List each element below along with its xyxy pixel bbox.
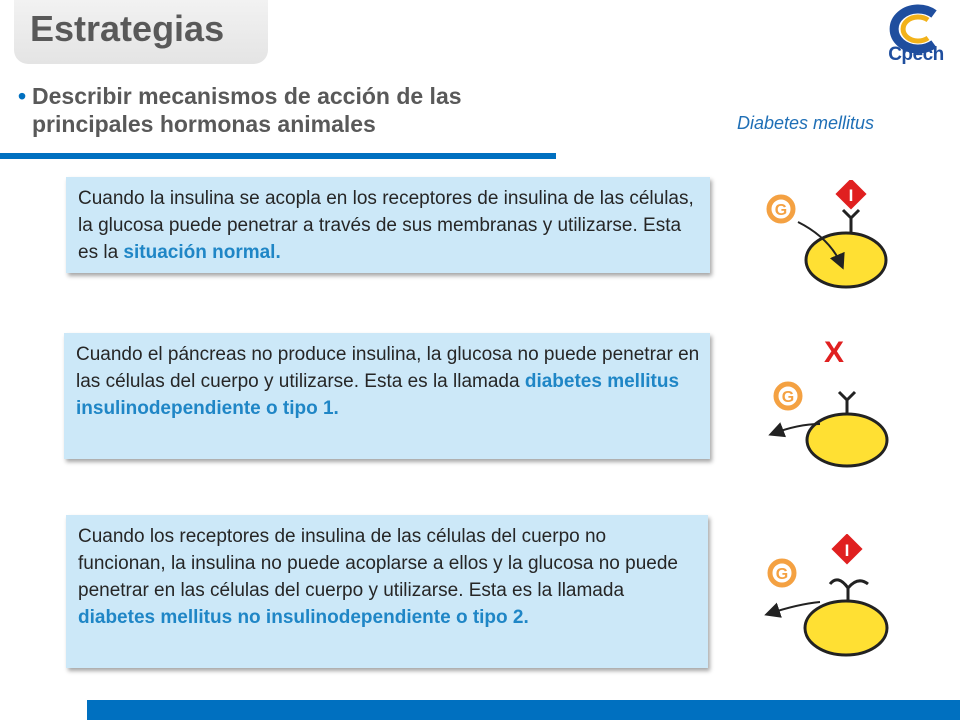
glucose-label: G: [775, 566, 789, 583]
insulin-label: I: [848, 186, 854, 205]
cell-body: [805, 601, 887, 655]
damaged-receptor-icon: [830, 580, 868, 601]
box-highlight: diabetes mellitus insulinodependiente o tipo 1.: [76, 371, 680, 419]
diagram-normal: [760, 180, 890, 290]
title-underline: [0, 153, 556, 159]
info-box-normal: [66, 177, 710, 273]
logo-text: Cpech: [888, 44, 944, 65]
box-highlight: situación normal.: [123, 242, 281, 263]
logo-arc-inner: [903, 17, 928, 41]
page-title: Estrategias: [30, 8, 225, 49]
box-text: Cuando la insulina se acopla en los receptores de insulina de las células, la glucosa puede penetrar a través de sus membranas y utilizarse. Esta es la: [78, 188, 694, 263]
objective-line2: principales hormonas animales: [32, 111, 376, 137]
glucose-label: G: [781, 389, 795, 406]
objective-line1: Describir mecanismos de acción de las: [32, 83, 462, 109]
objective-block: [18, 82, 558, 138]
cell-body: [806, 233, 886, 287]
box-text: Cuando el páncreas no produce insulina, la glucosa no puede penetrar en las células del cuerpo y utilizarse. Esta es la llamada: [76, 344, 700, 392]
no-insulin-icon: X: [823, 336, 845, 369]
info-box-type1: [64, 333, 710, 459]
receptor-icon: [843, 210, 859, 233]
objective-bullet: [18, 82, 558, 138]
cell-body: [807, 414, 887, 466]
box-text: Cuando los receptores de insulina de las células del cuerpo no funcionan, la insulina no puede acoplarse a ellos y la glucosa no puede penetrar en las células del cuerpo y utilizarse. Esta es la llamada: [78, 526, 678, 601]
diagram-type2: [760, 534, 890, 660]
receptor-icon: [839, 392, 855, 414]
footer-bar: [87, 700, 960, 720]
insulin-label: I: [844, 541, 850, 560]
box-highlight: diabetes mellitus no insulinodependiente o tipo 2.: [78, 607, 529, 628]
diagram-type1: [762, 334, 892, 470]
info-box-type2: [66, 515, 708, 668]
section-subtitle: Diabetes mellitus: [737, 113, 875, 133]
glucose-label: G: [774, 202, 788, 219]
